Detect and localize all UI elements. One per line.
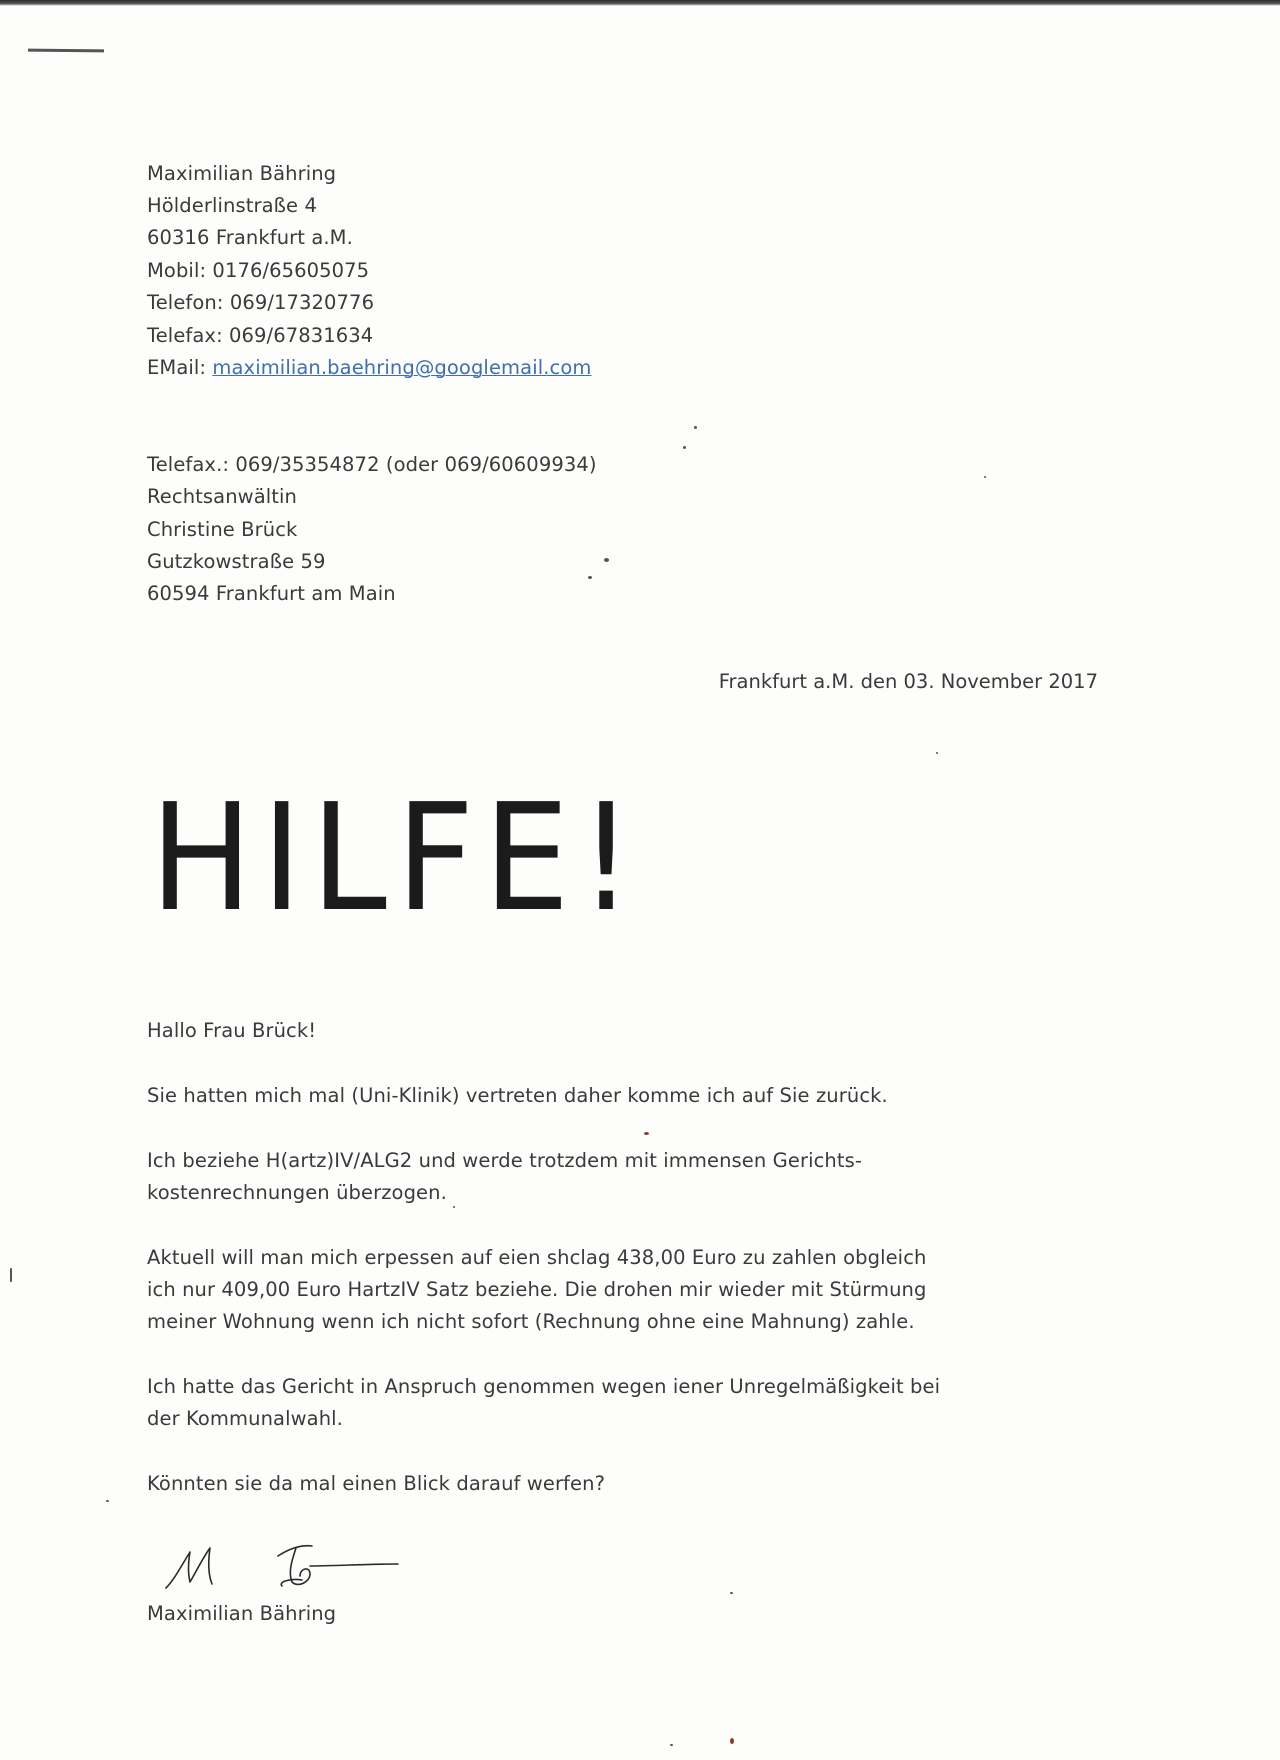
corner-mark: [28, 49, 104, 53]
scan-speck: [683, 446, 686, 449]
recipient-title: Rechtsanwältin: [147, 485, 298, 508]
scan-speck: [106, 1500, 109, 1502]
headline: HILFE!: [150, 772, 643, 944]
sender-fax: Telefax: 069/67831634: [147, 324, 374, 347]
paragraph-5: Könnten sie da mal einen Blick darauf werfen?: [147, 1472, 606, 1495]
scan-top-edge: [0, 0, 1280, 6]
scan-speck: [588, 576, 592, 579]
paragraph-4-line-1: Ich hatte das Gericht in Anspruch genommen wegen iener Unregelmäßigkeit bei: [147, 1375, 941, 1398]
paragraph-1: Sie hatten mich mal (Uni-Klinik) vertreten daher komme ich auf Sie zurück.: [147, 1084, 888, 1107]
closing-name: Maximilian Bähring: [147, 1602, 337, 1625]
scan-speck: [936, 752, 938, 754]
sender-street: Hölderlinstraße 4: [147, 194, 317, 217]
paragraph-2-line-1: Ich beziehe H(artz)IV/ALG2 und werde trotzdem mit immensen Gerichts-: [147, 1149, 863, 1172]
paragraph-2-line-2: kostenrechnungen überzogen.: [147, 1181, 447, 1204]
recipient-name: Christine Brück: [147, 518, 298, 541]
greeting: Hallo Frau Brück!: [147, 1019, 317, 1042]
sender-city: 60316 Frankfurt a.M.: [147, 226, 353, 249]
sender-name: Maximilian Bähring: [147, 162, 337, 185]
paragraph-3-line-1: Aktuell will man mich erpessen auf eien shclag 438,00 Euro zu zahlen obgleich: [147, 1246, 927, 1269]
scan-speck: [730, 1738, 734, 1744]
sender-email-link[interactable]: maximilian.baehring@googlemail.com: [212, 356, 592, 379]
paragraph-3-line-3: meiner Wohnung wenn ich nicht sofort (Rechnung ohne eine Mahnung) zahle.: [147, 1310, 915, 1333]
paragraph-4-line-2: der Kommunalwahl.: [147, 1407, 343, 1430]
sender-mobile: Mobil: 0176/65605075: [147, 259, 370, 282]
scan-speck: [730, 1592, 733, 1594]
date-line: Frankfurt a.M. den 03. November 2017: [718, 670, 1098, 693]
sender-email-label: EMail:: [147, 356, 213, 379]
sender-phone: Telefon: 069/17320776: [147, 291, 375, 314]
scan-speck: [644, 1132, 649, 1135]
paragraph-3-line-2: ich nur 409,00 Euro HartzIV Satz beziehe. Die drohen mir wieder mit Stürmung: [147, 1278, 927, 1301]
scan-speck: [694, 426, 697, 429]
signature-image: [160, 1530, 410, 1598]
recipient-city: 60594 Frankfurt am Main: [147, 582, 396, 605]
recipient-fax: Telefax.: 069/35354872 (oder 069/60609934): [147, 453, 597, 476]
recipient-street: Gutzkowstraße 59: [147, 550, 326, 573]
scan-speck: [670, 1744, 673, 1746]
scan-speck: [453, 1206, 455, 1208]
scan-speck: [604, 558, 609, 562]
sender-email-line: [147, 352, 591, 384]
scan-speck: [984, 476, 986, 478]
scan-speck: [10, 1268, 12, 1282]
